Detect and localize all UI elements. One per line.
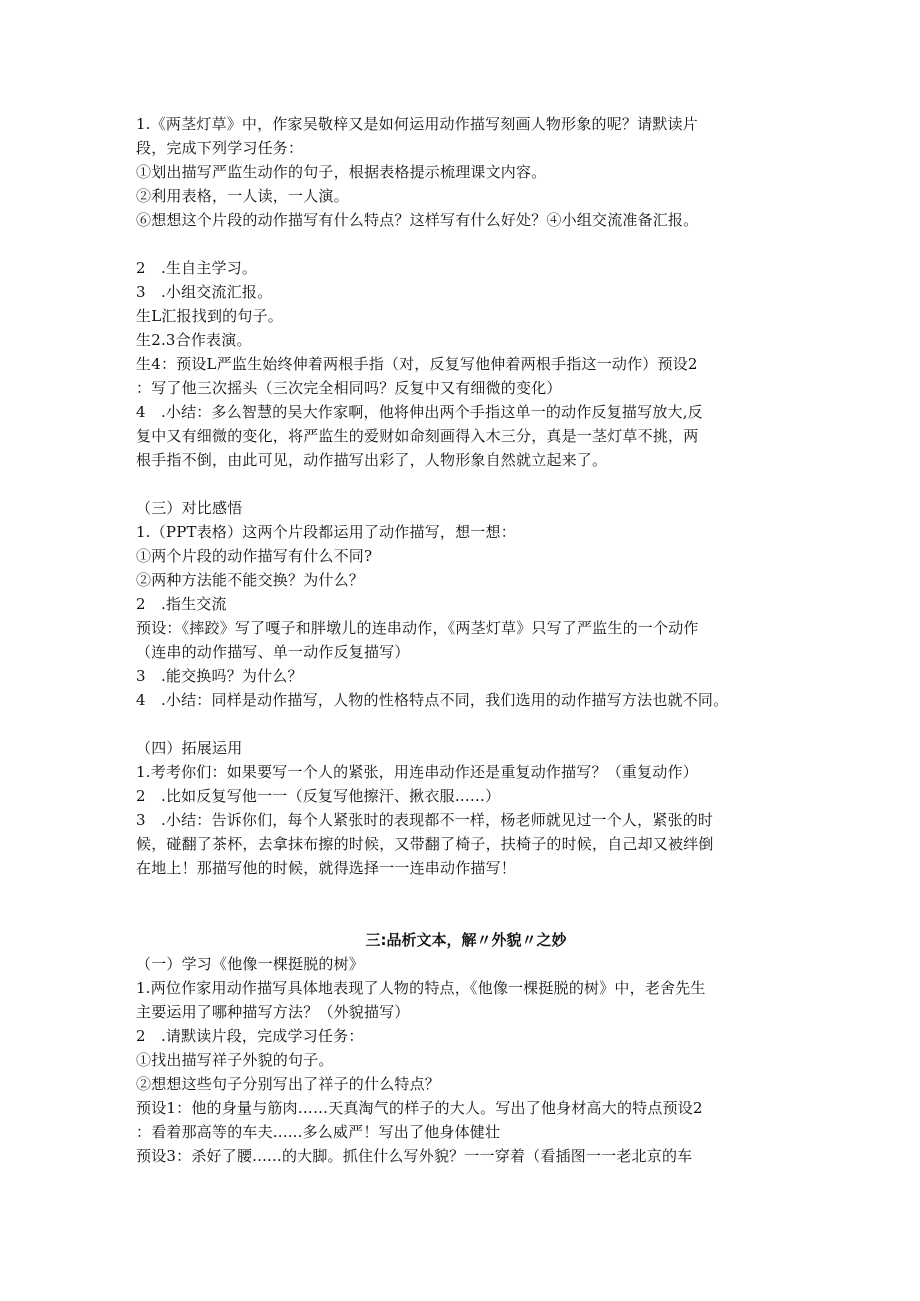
text-line: 预设：《摔跤》写了嘎子和胖墩儿的连串动作，《两茎灯草》只写了严监生的一个动作 bbox=[136, 619, 699, 637]
text-line: 4 .小结：多么智慧的吴大作家啊，他将伸出两个手指这单一的动作反复描写放大,反 bbox=[136, 403, 703, 421]
text-line: 2 .指生交流 bbox=[136, 595, 227, 613]
paragraph-gap bbox=[136, 232, 796, 256]
paragraph-block-1 bbox=[136, 112, 796, 232]
paragraph-block-4 bbox=[136, 736, 796, 880]
text-line: 1.两位作家用动作描写具体地表现了人物的特点，《他像一棵挺脱的树》中，老舍先生 bbox=[136, 979, 706, 997]
text-line: ①划出描写严监生动作的句子，根据表格提示梳理课文内容。 bbox=[136, 163, 547, 181]
section-title: 三:品析文本，解〃外貌〃之妙 bbox=[365, 931, 567, 949]
paragraph-block-3 bbox=[136, 496, 796, 712]
paragraph-gap bbox=[136, 472, 796, 496]
text-line: ：写了他三次摇头（三次完全相同吗？反复中又有细微的变化） bbox=[136, 379, 562, 397]
text-line: 在地上！那描写他的时候，就得选择一一连串动作描写！ bbox=[136, 859, 517, 877]
text-line: 生4：预设L严监生始终伸着两根手指（对，反复写他伸着两根手指这一动作）预设2 bbox=[136, 355, 698, 373]
text-line: 2 .比如反复写他一一（反复写他擦汗、揪衣服……） bbox=[136, 787, 501, 805]
text-line: 主要运用了哪种描写方法？（外貌描写） bbox=[136, 1003, 410, 1021]
text-line: （一）学习《他像一棵挺脱的树》 bbox=[136, 955, 365, 973]
text-line: 1.《两茎灯草》中，作家吴敬梓又是如何运用动作描写刻画人物形象的呢？请默读片 bbox=[136, 115, 698, 133]
paragraph-block-5 bbox=[136, 952, 796, 1168]
text-line: 1.（PPT表格）这两个片段都运用了动作描写，想一想： bbox=[136, 523, 516, 541]
text-line: ①找出描写祥子外貌的句子。 bbox=[136, 1051, 334, 1069]
text-line: 2 .生自主学习。 bbox=[136, 259, 258, 277]
text-line: （四）拓展运用 bbox=[136, 739, 243, 757]
section-gap bbox=[136, 880, 796, 928]
text-line: ②想想这些句子分别写出了祥子的什么特点？ bbox=[136, 1075, 441, 1093]
text-line: 段，完成下列学习任务： bbox=[136, 139, 304, 157]
text-line: 3 .小组交流汇报。 bbox=[136, 283, 273, 301]
text-line: ：看着那高等的车夫......多么威严！写出了他身体健壮 bbox=[136, 1123, 501, 1141]
text-line: 3 .小结：告诉你们，每个人紧张时的表现都不一样，杨老师就见过一个人，紧张的时 bbox=[136, 811, 714, 829]
text-line: ①两个片段的动作描写有什么不同? bbox=[136, 547, 373, 565]
text-line: 根手指不倒，由此可见，动作描写出彩了，人物形象自然就立起来了。 bbox=[136, 451, 608, 469]
text-line: 生2.3合作表演。 bbox=[136, 331, 252, 349]
document-page bbox=[136, 112, 796, 1168]
text-line: 预设3：杀好了腰......的大脚。抓住什么写外貌？一一穿着（看插图一一老北京的车 bbox=[136, 1147, 693, 1165]
text-line: （三）对比感悟 bbox=[136, 499, 243, 517]
text-line: ②利用表格，一人读，一人演。 bbox=[136, 187, 349, 205]
text-line: ②两种方法能不能交换？为什么？ bbox=[136, 571, 365, 589]
text-line: 生L汇报找到的句子。 bbox=[136, 307, 283, 325]
text-line: 4 .小结：同样是动作描写，人物的性格特点不同，我们选用的动作描写方法也就不同。 bbox=[136, 691, 729, 709]
text-line: 预设1：他的身量与筋肉……天真淘气的样子的大人。写出了他身材高大的特点预设2 bbox=[136, 1099, 703, 1117]
paragraph-gap bbox=[136, 712, 796, 736]
text-line: 复中又有细微的变化，将严监生的爱财如命刻画得入木三分，真是一茎灯草不挑，两 bbox=[136, 427, 699, 445]
text-line: 2 .请默读片段，完成学习任务： bbox=[136, 1027, 364, 1045]
text-line: 3 .能交换吗？为什么？ bbox=[136, 667, 303, 685]
paragraph-block-2 bbox=[136, 256, 796, 472]
text-line: （连串的动作描写、单一动作反复描写） bbox=[136, 643, 410, 661]
text-line: ⑥想想这个片段的动作描写有什么特点？这样写有什么好处？④小组交流准备汇报。 bbox=[136, 211, 699, 229]
text-line: 1.考考你们：如果要写一个人的紧张，用连串动作还是重复动作描写？（重复动作） bbox=[136, 763, 698, 781]
text-line: 候，碰翻了茶杯，去拿抹布擦的时候，又带翻了椅子，扶椅子的时候，自己却又被绊倒 bbox=[136, 835, 714, 853]
